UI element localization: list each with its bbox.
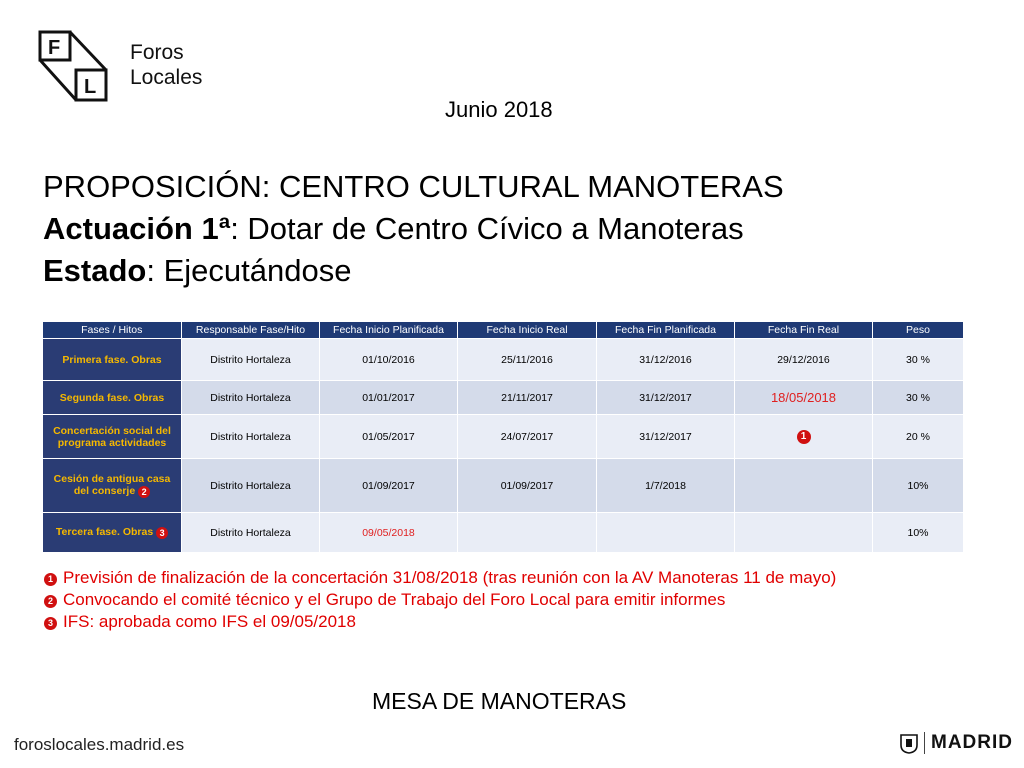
column-header: Fecha Fin Planificada — [597, 322, 735, 339]
phase-label: Cesión de antigua casa del conserje — [53, 473, 171, 498]
ini-plan-cell: 09/05/2018 — [320, 513, 458, 553]
column-header: Peso — [873, 322, 964, 339]
column-header: Fecha Inicio Real — [458, 322, 597, 339]
title-block — [43, 166, 784, 292]
resp-cell: Distrito Hortaleza — [182, 513, 320, 553]
ini-plan-cell: 01/01/2017 — [320, 381, 458, 415]
table-row — [43, 381, 964, 415]
logo-letter-f: F — [48, 37, 61, 59]
note-1-marker-icon: 1 — [797, 430, 811, 444]
peso-cell: 20 % — [873, 415, 964, 459]
table-row — [43, 513, 964, 553]
note-3-bullet-icon: 3 — [44, 617, 57, 630]
table-header-row — [43, 322, 964, 339]
fin-plan-cell: 31/12/2017 — [597, 415, 735, 459]
resp-cell: Distrito Hortaleza — [182, 459, 320, 513]
note-3-marker-icon: 3 — [156, 527, 168, 539]
resp-cell: Distrito Hortaleza — [182, 381, 320, 415]
logo-line-locales: Locales — [130, 66, 203, 89]
note-2-marker-icon: 2 — [138, 486, 150, 498]
table-row — [43, 339, 964, 381]
phases-table — [42, 322, 963, 553]
phase-label: Tercera fase. Obras — [55, 526, 154, 539]
foros-locales-logo-icon — [38, 30, 110, 104]
footer-site-link[interactable]: foroslocales.madrid.es — [14, 735, 185, 754]
peso-cell: 30 % — [873, 381, 964, 415]
fin-real-cell — [735, 459, 873, 513]
action-title — [43, 208, 784, 250]
phase-cell — [43, 459, 182, 513]
note-2-bullet-icon: 2 — [44, 595, 57, 608]
proposal-title: PROPOSICIÓN: CENTRO CULTURAL MANOTERAS — [43, 169, 784, 204]
phase-cell: Concertación social del programa actividades — [43, 415, 182, 459]
madrid-brand — [900, 732, 1013, 754]
action-text: : Dotar de Centro Cívico a Manoteras — [230, 211, 744, 246]
peso-cell: 10% — [873, 459, 964, 513]
footnote-text: IFS: aprobada como IFS el 09/05/2018 — [63, 612, 356, 631]
footnote-1 — [44, 567, 836, 589]
footnote-text: Convocando el comité técnico y el Grupo de Trabajo del Foro Local para emitir informes — [63, 590, 726, 609]
table-row — [43, 459, 964, 513]
fin-plan-cell: 31/12/2016 — [597, 339, 735, 381]
status-label: Estado — [43, 253, 147, 288]
status-title — [43, 250, 784, 292]
mesa-title: MESA DE MANOTERAS — [372, 688, 627, 714]
logo-text — [130, 40, 202, 90]
note-1-bullet-icon: 1 — [44, 573, 57, 586]
resp-cell: Distrito Hortaleza — [182, 339, 320, 381]
ini-real-cell: 25/11/2016 — [458, 339, 597, 381]
madrid-shield-icon — [900, 732, 918, 754]
fin-real-cell: 29/12/2016 — [735, 339, 873, 381]
footnote-2 — [44, 589, 836, 611]
ini-plan-cell: 01/09/2017 — [320, 459, 458, 513]
phase-cell: Segunda fase. Obras — [43, 381, 182, 415]
ini-real-cell: 24/07/2017 — [458, 415, 597, 459]
ini-plan-cell: 01/05/2017 — [320, 415, 458, 459]
resp-cell: Distrito Hortaleza — [182, 415, 320, 459]
footnotes — [44, 567, 836, 633]
column-header: Fecha Inicio Planificada — [320, 322, 458, 339]
fin-real-cell — [735, 513, 873, 553]
madrid-wordmark: MADRID — [924, 732, 1013, 754]
status-text: : Ejecutándose — [146, 253, 352, 288]
ini-real-cell — [458, 513, 597, 553]
table-row — [43, 415, 964, 459]
ini-real-cell: 01/09/2017 — [458, 459, 597, 513]
fin-plan-cell: 1/7/2018 — [597, 459, 735, 513]
fin-real-cell — [735, 415, 873, 459]
footnote-text: Previsión de finalización de la concertación 31/08/2018 (tras reunión con la AV Manoteras 11 de mayo) — [63, 568, 837, 587]
column-header: Fecha Fin Real — [735, 322, 873, 339]
fin-plan-cell: 31/12/2017 — [597, 381, 735, 415]
fin-plan-cell — [597, 513, 735, 553]
ini-real-cell: 21/11/2017 — [458, 381, 597, 415]
peso-cell: 30 % — [873, 339, 964, 381]
column-header: Fases / Hitos — [43, 322, 182, 339]
logo-line-foros: Foros — [130, 41, 184, 64]
report-date: Junio 2018 — [445, 97, 553, 122]
logo-letter-l: L — [84, 76, 97, 98]
ini-plan-cell: 01/10/2016 — [320, 339, 458, 381]
peso-cell: 10% — [873, 513, 964, 553]
phase-cell: Primera fase. Obras — [43, 339, 182, 381]
footnote-3 — [44, 611, 836, 633]
action-label: Actuación 1ª — [43, 211, 231, 246]
phase-cell — [43, 513, 182, 553]
column-header: Responsable Fase/Hito — [182, 322, 320, 339]
fin-real-cell: 18/05/2018 — [735, 381, 873, 415]
